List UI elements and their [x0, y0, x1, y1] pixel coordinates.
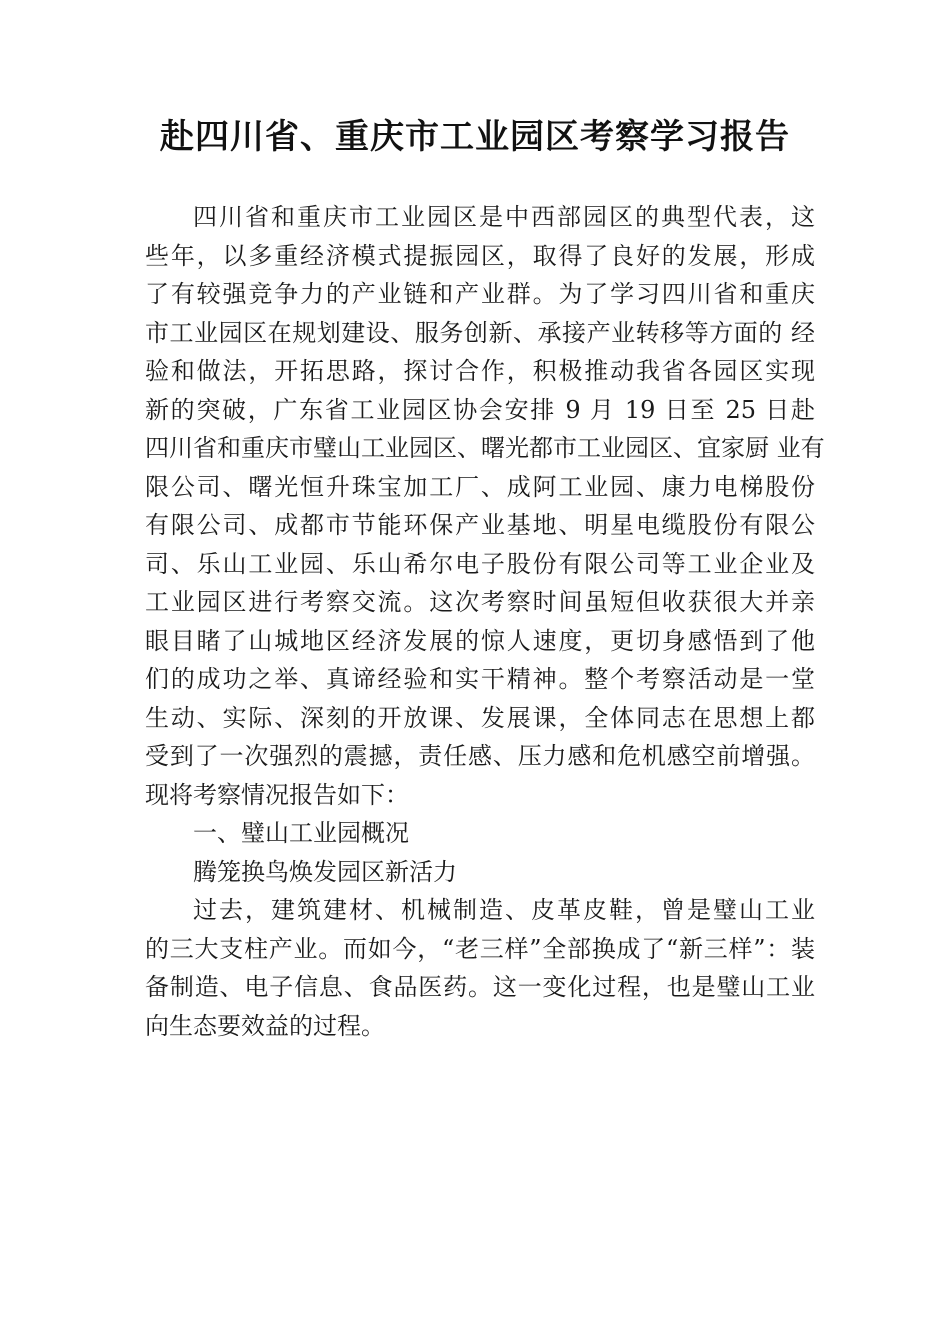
paragraph-line: 些年，以多重经济模式提振园区，取得了良好的发展，形成 [145, 241, 815, 270]
section-paragraph [145, 891, 815, 1045]
paragraph-line: 工业园区进行考察交流。这次考察时间虽短但收获很大并亲 [145, 588, 815, 616]
paragraph-line: 向生态要效益的过程。 [145, 1011, 385, 1040]
paragraph-line: 市工业园区在规划建设、服务创新、承接产业转移等方面的 经 [145, 318, 815, 347]
paragraph-line: 们的成功之举、真谛经验和实干精神。整个考察活动是一堂 [145, 665, 815, 693]
paragraph-line: 的三大支柱产业。而如今，“老三样”全部换成了“新三样”：装 [145, 934, 815, 963]
document-title: 赴四川省、重庆市工业园区考察学习报告 [160, 117, 790, 157]
paragraph-line: 了有较强竞争力的产业链和产业群。为了学习四川省和重庆 [145, 280, 815, 308]
paragraph-line: 现将考察情况报告如下： [145, 780, 409, 809]
paragraph-line: 四川省和重庆市工业园区是中西部园区的典型代表，这 [193, 203, 815, 231]
paragraph-line: 验和做法，开拓思路，探讨合作，积极推动我省各园区实现 [145, 357, 815, 385]
paragraph-line: 四川省和重庆市璧山工业园区、曙光都市工业园区、宜家厨 业有 [145, 434, 825, 462]
paragraph-line: 新的突破，广东省工业园区协会安排 9 月 19 日至 25 日赴 [145, 395, 815, 424]
intro-paragraph [145, 198, 825, 814]
paragraph-line: 眼目睹了山城地区经济发展的惊人速度，更切身感悟到了他 [145, 626, 815, 655]
section-heading: 一、璧山工业园概况 [193, 819, 409, 847]
paragraph-line: 备制造、电子信息、食品医药。这一变化过程，也是璧山工业 [145, 973, 815, 1001]
paragraph-line: 受到了一次强烈的震撼，责任感、压力感和危机感空前增强。 [145, 742, 815, 770]
section-subheading: 腾笼换鸟焕发园区新活力 [193, 857, 457, 886]
paragraph-line: 生动、实际、深刻的开放课、发展课，全体同志在思想上都 [145, 703, 815, 732]
document-body [145, 198, 825, 1045]
paragraph-line: 司、乐山工业园、乐山希尔电子股份有限公司等工业企业及 [145, 549, 815, 578]
paragraph-line: 过去，建筑建材、机械制造、皮革皮鞋，曾是璧山工业 [193, 896, 815, 924]
paragraph-line: 限公司、曙光恒升珠宝加工厂、成阿工业园、康力电梯股份 [145, 472, 815, 501]
paragraph-line: 有限公司、成都市节能环保产业基地、明星电缆股份有限公 [145, 511, 815, 539]
